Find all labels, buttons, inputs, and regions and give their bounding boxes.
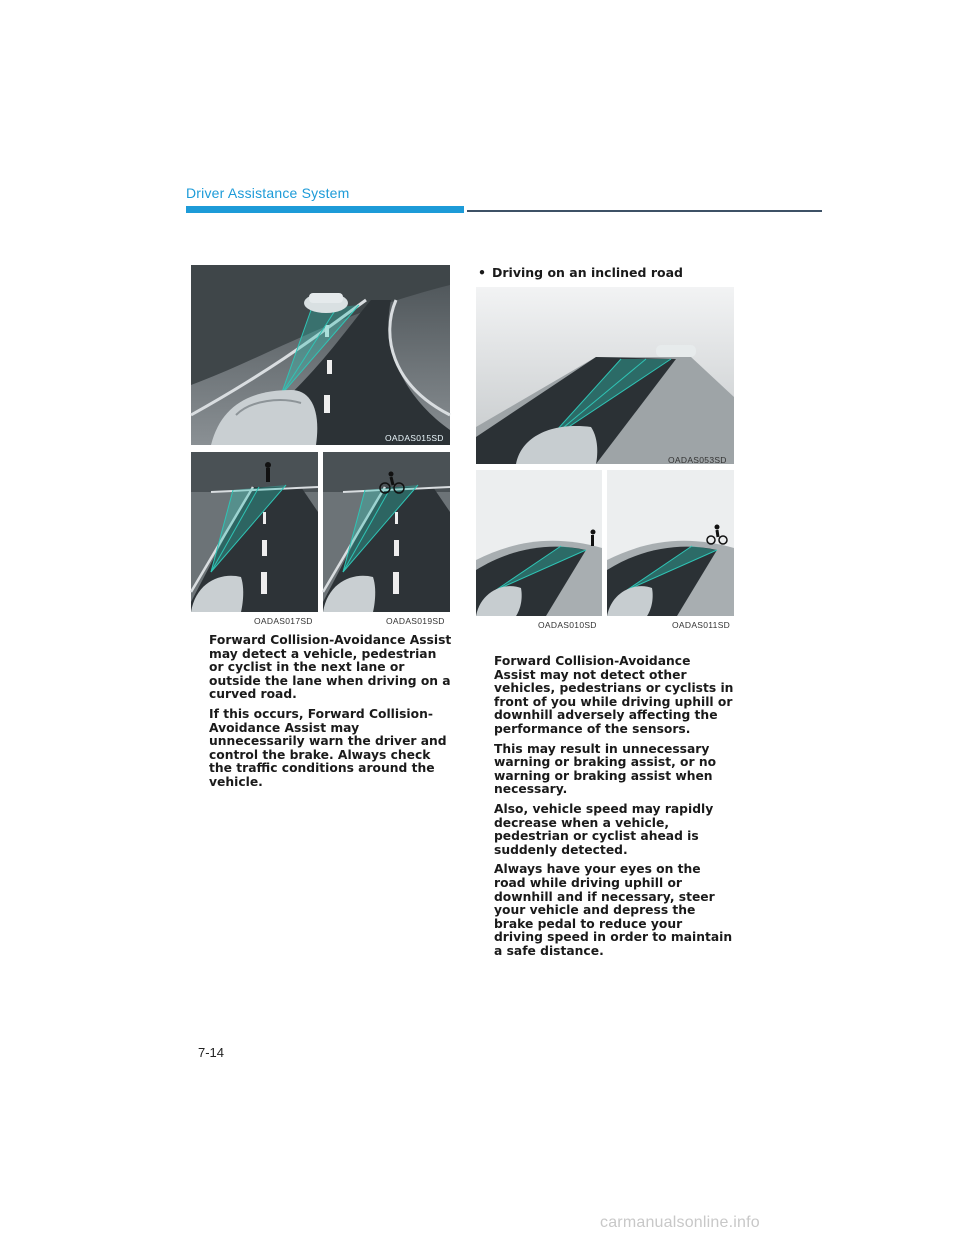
bullet-label: Driving on an inclined road [492, 265, 683, 280]
right-text-block [494, 655, 734, 964]
curved-road-illustration [191, 265, 450, 445]
paragraph: Forward Collision-Avoidance Assist may not detect other vehicles, pedestrians or cyclists in front of you while driving uphill or downhill adversely affecting the performance of the sensors. [494, 654, 734, 736]
figure-code: OADAS053SD [668, 455, 727, 465]
figure-code: OADAS019SD [386, 616, 445, 626]
cyclist-uphill-illustration [607, 470, 734, 616]
figure-cyclist-curved [323, 452, 450, 626]
paragraph: Forward Collision-Avoidance Assist may detect a vehicle, pedestrian or cyclist in the next lane or outside the lane when driving on a curved road. [209, 633, 452, 702]
paragraph: If this occurs, Forward Collision-Avoidance Assist may unnecessarily warn the driver and control the brake. Always check the traffic conditions around the vehicle. [209, 706, 447, 789]
figure-pedestrian-uphill [476, 470, 602, 630]
header-title: Driver Assistance System [186, 185, 350, 201]
pedestrian-uphill-illustration [476, 470, 602, 616]
paragraph: Also, vehicle speed may rapidly decrease when a vehicle, pedestrian or cyclist ahead is suddenly detected. [494, 801, 714, 857]
page-number: 7-14 [198, 1045, 225, 1060]
left-text-block [209, 634, 454, 796]
figure-pedestrian-curved [191, 452, 318, 626]
header-rule [467, 210, 822, 212]
watermark: carmanualsonline.info [600, 1214, 760, 1231]
inclined-road-illustration [476, 287, 734, 464]
figure-inclined-road-vehicle [476, 287, 734, 464]
figure-code: OADAS017SD [254, 616, 313, 626]
paragraph: Always have your eyes on the road while driving uphill or downhill and if necessary, steer your vehicle and depress the brake pedal to reduce your driving speed in order to maintain a safe distance. [494, 862, 733, 958]
bullet-dot: • [478, 265, 486, 280]
figure-code: OADAS010SD [538, 620, 597, 630]
figure-code: OADAS011SD [672, 620, 731, 630]
figure-curved-road-vehicle [191, 265, 450, 445]
cyclist-road-illustration [323, 452, 450, 612]
figure-cyclist-uphill [607, 470, 734, 630]
pedestrian-road-illustration [191, 452, 318, 612]
bullet-heading [478, 265, 683, 280]
paragraph: This may result in unnecessary warning or braking assist, or no warning or braking assist when necessary. [494, 741, 717, 797]
figure-code: OADAS015SD [385, 433, 444, 443]
header-accent-bar [186, 206, 464, 213]
